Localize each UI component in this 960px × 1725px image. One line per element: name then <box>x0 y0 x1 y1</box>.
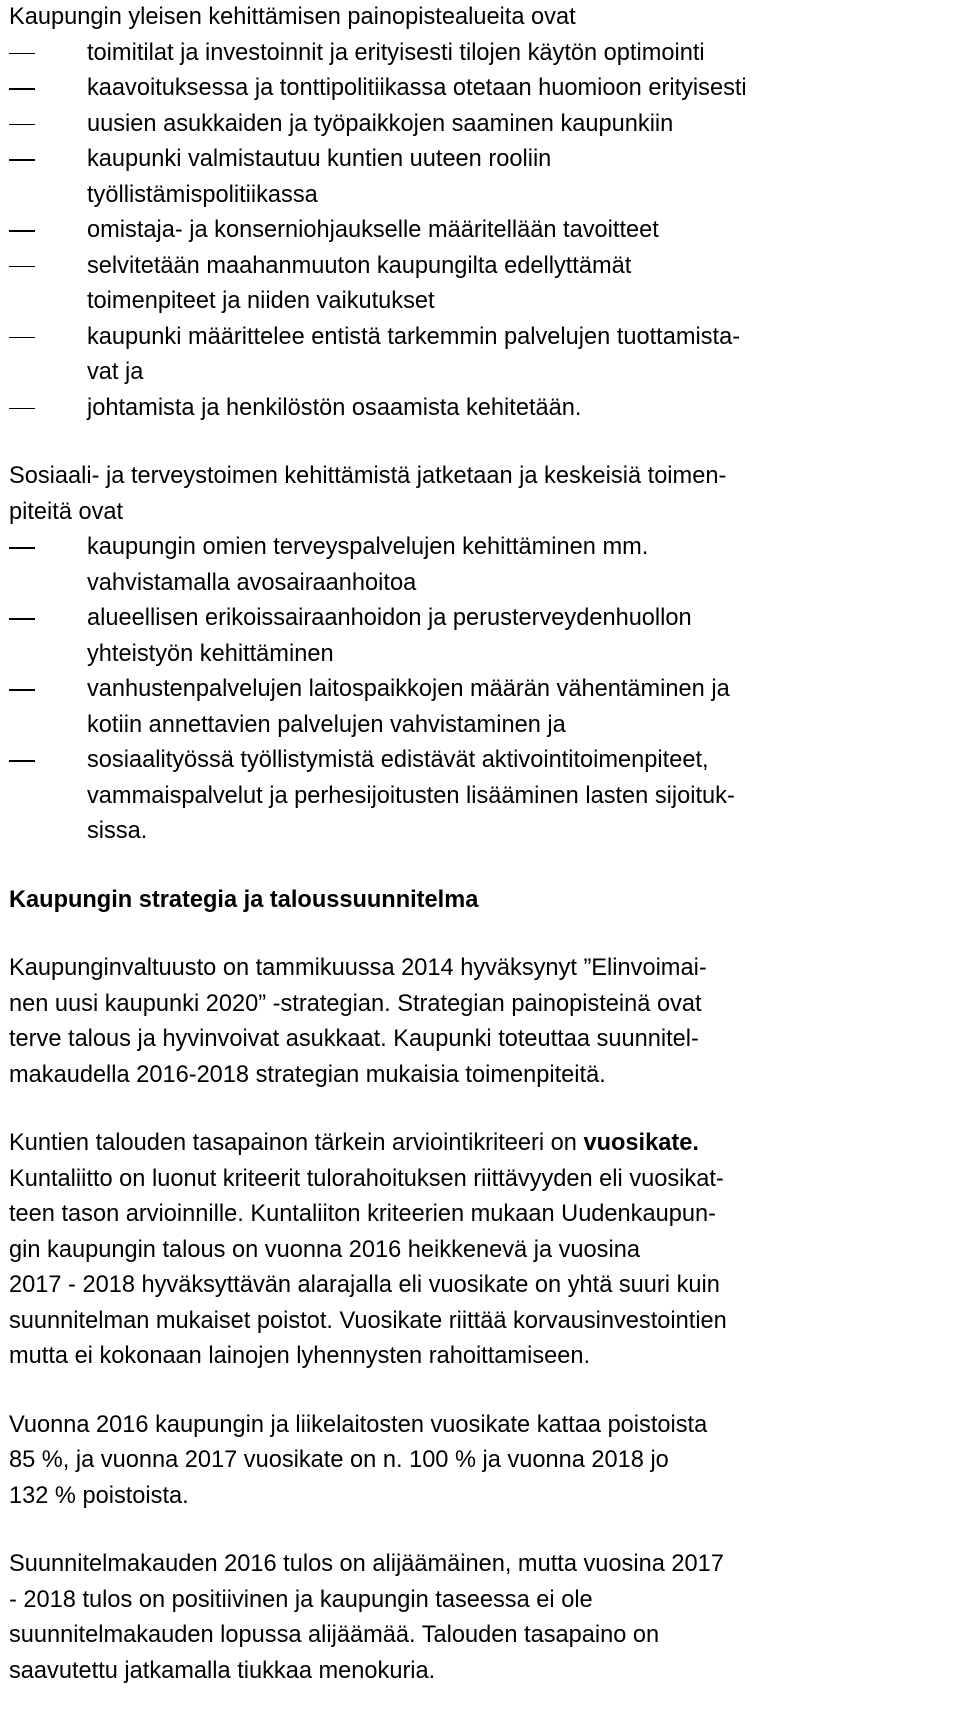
list-item-text: vahvistamalla avosairaanhoitoa <box>87 569 417 596</box>
spacer <box>0 1375 960 1408</box>
dash-bullet-icon <box>9 53 35 55</box>
spacer <box>0 426 960 459</box>
paragraph-line: Vuonna 2016 kaupungin ja liikelaitosten vuosikate kattaa poistoista <box>9 1411 708 1438</box>
section1-item <box>0 107 960 143</box>
list-item-text: vat ja <box>87 359 144 385</box>
dash-bullet-icon <box>9 88 35 90</box>
list-item-text: uusien asukkaiden ja työpaikkojen saaminen kaupunkiin <box>87 110 674 137</box>
paragraph-line: terve talous ja hyvinvoivat asukkaat. Kaupunki toteuttaa suunnitel- <box>9 1026 699 1052</box>
section2-item <box>0 743 960 850</box>
paragraph <box>0 1408 960 1515</box>
spacer <box>0 1093 960 1126</box>
paragraph <box>0 951 960 1093</box>
section1-item <box>0 249 960 320</box>
list-item-text: selvitetään maahanmuuton kaupungilta edellyttämät <box>87 252 632 279</box>
dash-bullet-icon <box>9 230 35 232</box>
section2-item <box>0 672 960 743</box>
section2-item <box>0 530 960 601</box>
paragraph-line <box>0 1126 960 1162</box>
paragraph-line: Suunnitelmakauden 2016 tulos on alijäämäinen, mutta vuosina 2017 <box>9 1551 724 1577</box>
paragraph-line: suunnitelmakauden lopussa alijäämää. Talouden tasapaino on <box>9 1622 660 1648</box>
paragraph-line: mutta ei kokonaan lainojen lyhennysten rahoittamiseen. <box>9 1343 591 1369</box>
paragraph-line: 2017 - 2018 hyväksyttävän alarajalla eli vuosikate on yhtä suuri kuin <box>9 1272 720 1298</box>
paragraph-line: gin kaupungin talous on vuonna 2016 heikkenevä ja vuosina <box>9 1236 640 1263</box>
section1-item <box>0 71 960 107</box>
dash-bullet-icon <box>9 618 35 620</box>
dash-bullet-icon <box>9 124 35 126</box>
paragraph <box>0 1126 960 1375</box>
section-heading: Kaupungin strategia ja taloussuunnitelma <box>9 886 479 913</box>
section2-intro: Sosiaali- ja terveystoimen kehittämistä jatketaan ja keskeisiä toimen- <box>9 463 727 489</box>
list-item-text: vanhustenpalvelujen laitospaikkojen määrän vähentäminen ja <box>87 676 730 702</box>
spacer <box>0 850 960 883</box>
section1-item <box>0 213 960 249</box>
list-item-text: sissa. <box>87 818 148 844</box>
list-item-text: omistaja- ja konserniohjaukselle määritellään tavoitteet <box>87 217 659 243</box>
list-item-text: kaupungin omien terveyspalvelujen kehittäminen mm. <box>87 534 649 560</box>
paragraph-line: suunnitelman mukaiset poistot. Vuosikate riittää korvausinvestointien <box>9 1307 727 1334</box>
dash-bullet-icon <box>9 266 35 268</box>
list-item-text: työllistämispolitiikassa <box>87 181 318 208</box>
emphasis-text: vuosikate. <box>583 1130 699 1156</box>
paragraph-line: 85 %, ja vuonna 2017 vuosikate on n. 100 % ja vuonna 2018 jo <box>9 1447 669 1473</box>
section1-item <box>0 36 960 72</box>
paragraph-line: 132 % poistoista. <box>9 1482 189 1509</box>
list-item-text: toimitilat ja investoinnit ja erityisesti tilojen käytön optimointi <box>87 39 705 66</box>
paragraph <box>0 1547 960 1689</box>
list-item-text: alueellisen erikoissairaanhoidon ja perusterveydenhuollon <box>87 605 692 631</box>
paragraph-text: Kuntien talouden tasapainon tärkein arviointikriteeri on <box>9 1130 584 1156</box>
section1-item <box>0 320 960 391</box>
dash-bullet-icon <box>9 337 35 339</box>
list-item-text: johtamista ja henkilöstön osaamista kehitetään. <box>87 394 582 421</box>
section1-intro: Kaupungin yleisen kehittämisen painopistealueita ovat <box>9 4 576 30</box>
spacer <box>0 918 960 951</box>
section1-item <box>0 391 960 427</box>
list-item-text: kotiin annettavien palvelujen vahvistaminen ja <box>87 711 566 738</box>
dash-bullet-icon <box>9 760 35 762</box>
paragraph-line: Kuntaliitto on luonut kriteerit tulorahoituksen riittävyyden eli vuosikat- <box>9 1165 724 1192</box>
paragraph-line: Kaupunginvaltuusto on tammikuussa 2014 hyväksynyt ”Elinvoimai- <box>9 955 707 981</box>
paragraph-line: teen tason arvioinnille. Kuntaliiton kriteerien mukaan Uudenkaupun- <box>9 1201 716 1227</box>
list-item-text: kaupunki valmistautuu kuntien uuteen rooliin <box>87 146 552 172</box>
list-item-text: kaupunki määrittelee entistä tarkemmin palvelujen tuottamista- <box>87 323 741 350</box>
list-item-text: toimenpiteet ja niiden vaikutukset <box>87 288 435 314</box>
dash-bullet-icon <box>9 159 35 161</box>
section2-item <box>0 601 960 672</box>
section2-intro: piteitä ovat <box>9 498 124 525</box>
dash-bullet-icon <box>9 547 35 549</box>
list-item-text: vammaispalvelut ja perhesijoitusten lisääminen lasten sijoituk- <box>87 782 735 809</box>
list-item-text: yhteistyön kehittäminen <box>87 640 334 667</box>
list-item-text: sosiaalityössä työllistymistä edistävät aktivointitoimenpiteet, <box>87 747 709 773</box>
dash-bullet-icon <box>9 689 35 691</box>
paragraph-line: - 2018 tulos on positiivinen ja kaupungin taseessa ei ole <box>9 1586 593 1613</box>
spacer <box>0 1514 960 1547</box>
dash-bullet-icon <box>9 408 35 410</box>
section1-item <box>0 142 960 213</box>
paragraph-line: makaudella 2016-2018 strategian mukaisia toimenpiteitä. <box>9 1061 606 1088</box>
paragraph-line: nen uusi kaupunki 2020” -strategian. Strategian painopisteinä ovat <box>9 990 702 1017</box>
list-item-text: kaavoituksessa ja tonttipolitiikassa otetaan huomioon erityisesti <box>87 75 747 101</box>
paragraph-line: saavutettu jatkamalla tiukkaa menokuria. <box>9 1657 436 1684</box>
